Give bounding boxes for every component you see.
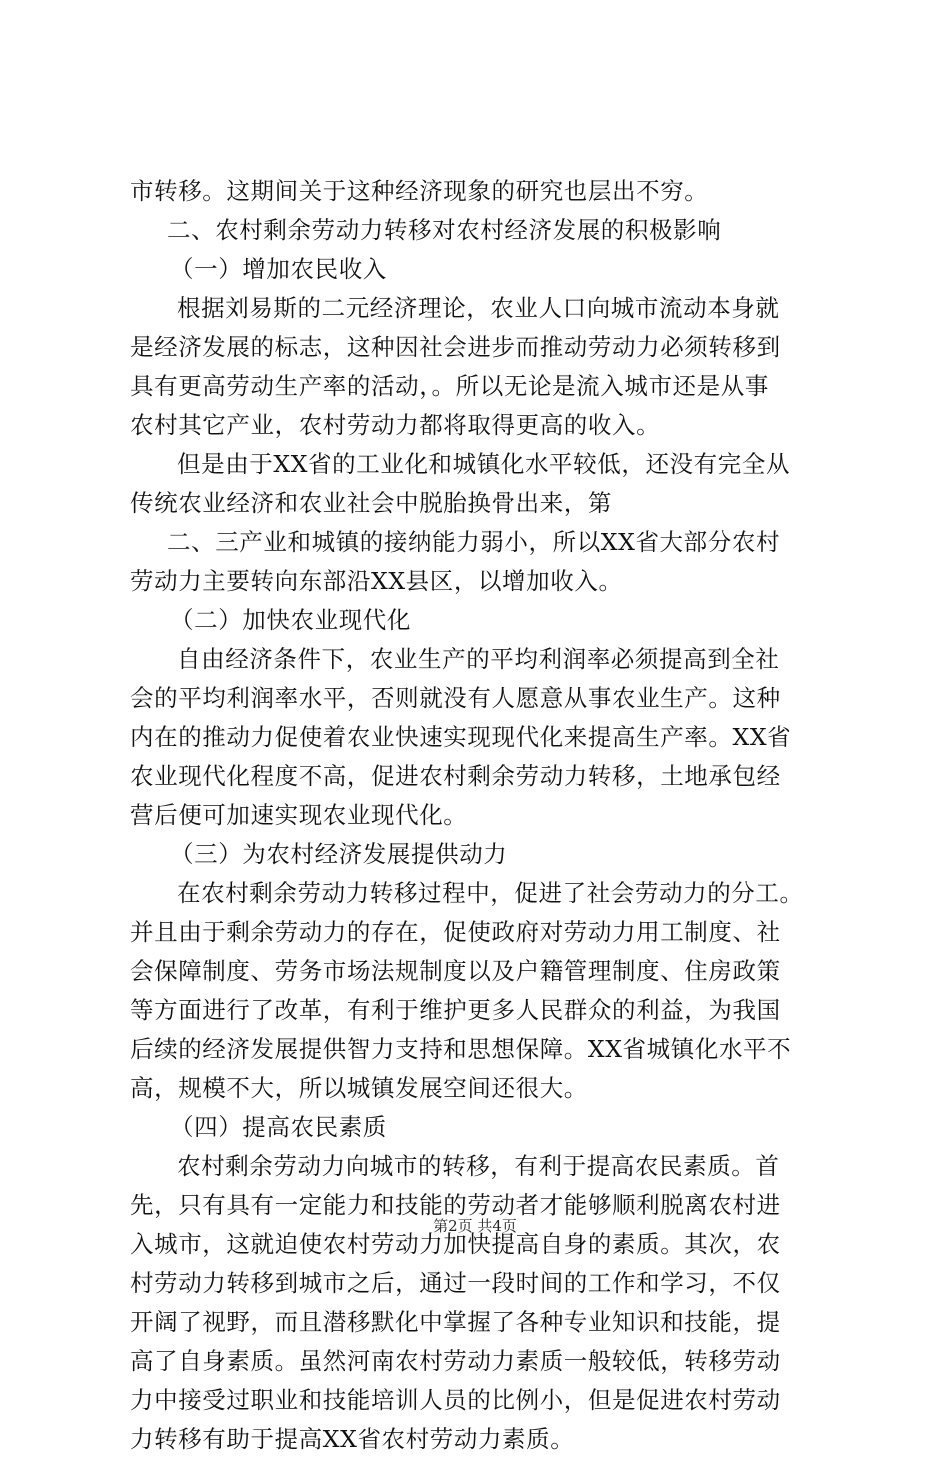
page-number-footer: 第2页 共4页	[433, 1217, 517, 1235]
text-line: 自由经济条件下，农业生产的平均利润率必须提高到全社	[177, 645, 780, 673]
subsection-heading: （三）为农村经济发展提供动力	[170, 840, 508, 868]
text-line: 但是由于XX省的工业化和城镇化水平较低，还没有完全从	[177, 450, 791, 478]
text-line: 开阔了视野，而且潜移默化中掌握了各种专业知识和技能，提	[130, 1308, 781, 1336]
text-line: 劳动力主要转向东部沿XX县区，以增加收入。	[130, 567, 623, 595]
text-line: 先，只有具有一定能力和技能的劳动者才能够顺利脱离农村进	[130, 1191, 781, 1219]
text-line: 并且由于剩余劳动力的存在，促使政府对劳动力用工制度、社	[130, 918, 781, 946]
text-line: 入城市，这就迫使农村劳动力加快提高自身的素质。其次，农	[130, 1230, 781, 1258]
text-line: 高了自身素质。虽然河南农村劳动力素质一般较低，转移劳动	[130, 1347, 781, 1375]
text-line: 营后便可加速实现农业现代化。	[130, 801, 468, 829]
text-line: 市转移。这期间关于这种经济现象的研究也层出不穷。	[130, 177, 709, 205]
document-body	[130, 172, 830, 1459]
subsection-heading: （一）增加农民收入	[170, 255, 387, 283]
text-line: 根据刘易斯的二元经济理论，农业人口向城市流动本身就	[177, 294, 780, 322]
text-line: 农村其它产业，农村劳动力都将取得更高的收入。	[130, 411, 661, 439]
text-line: 农业现代化程度不高，促进农村剩余劳动力转移，土地承包经	[130, 762, 781, 790]
text-line: 二、三产业和城镇的接纳能力弱小，所以XX省大部分农村	[167, 528, 781, 556]
text-line: 村劳动力转移到城市之后，通过一段时间的工作和学习，不仅	[130, 1269, 781, 1297]
subsection-heading: （四）提高农民素质	[170, 1113, 387, 1141]
text-line: 力中接受过职业和技能培训人员的比例小，但是促进农村劳动	[130, 1386, 781, 1414]
text-line: 具有更高劳动生产率的活动，。所以无论是流入城市还是从事	[130, 372, 769, 400]
subsection-heading: （二）加快农业现代化	[170, 606, 411, 634]
text-line: 在农村剩余劳动力转移过程中，促进了社会劳动力的分工。	[177, 879, 804, 907]
section-heading: 二、农村剩余劳动力转移对农村经济发展的积极影响	[167, 216, 722, 244]
text-line: 等方面进行了改革，有利于维护更多人民群众的利益，为我国	[130, 996, 781, 1024]
text-line: 农村剩余劳动力向城市的转移，有利于提高农民素质。首	[177, 1152, 780, 1180]
text-line: 传统农业经济和农业社会中脱胎换骨出来，第	[130, 489, 612, 517]
text-line: 会保障制度、劳务市场法规制度以及户籍管理制度、住房政策	[130, 957, 781, 985]
text-line: 力转移有助于提高XX省农村劳动力素质。	[130, 1425, 575, 1453]
text-line: 会的平均利润率水平，否则就没有人愿意从事农业生产。这种	[130, 684, 781, 712]
text-line: 内在的推动力促使着农业快速实现现代化来提高生产率。XX省	[130, 723, 792, 751]
text-line: 后续的经济发展提供智力支持和思想保障。XX省城镇化水平不	[130, 1035, 792, 1063]
text-line: 是经济发展的标志，这种因社会进步而推动劳动力必须转移到	[130, 333, 781, 361]
text-line: 高，规模不大，所以城镇发展空间还很大。	[130, 1074, 588, 1102]
